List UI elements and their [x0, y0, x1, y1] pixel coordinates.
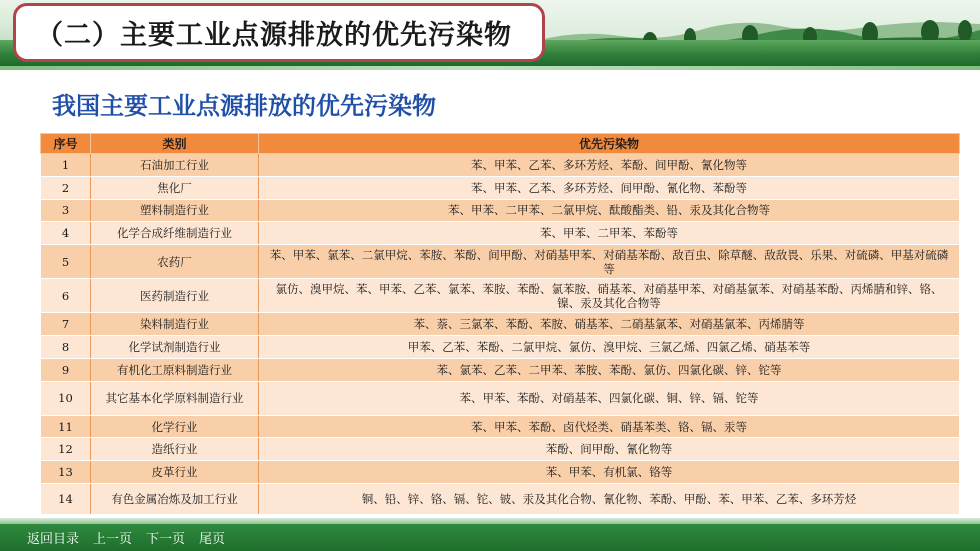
cell-category: 皮革行业: [91, 461, 259, 484]
slide-title: （二）主要工业点源排放的优先污染物: [36, 20, 512, 51]
cell-num: 14: [41, 483, 91, 514]
cell-pollutants: 苯、甲苯、二甲苯、苯酚等: [259, 222, 960, 245]
cell-pollutants: 苯、萘、三氯苯、苯酚、苯胺、硝基苯、二硝基氯苯、对硝基氯苯、丙烯腈等: [259, 313, 960, 336]
nav-next-page[interactable]: 下一页: [146, 532, 186, 547]
table-row: [41, 199, 960, 222]
cell-category: 造纸行业: [91, 438, 259, 461]
cell-category: 有色金属冶炼及加工行业: [91, 483, 259, 514]
cell-pollutants: 苯酚、间甲酚、氰化物等: [259, 438, 960, 461]
cell-num: 12: [41, 438, 91, 461]
cell-num: 6: [41, 279, 91, 313]
cell-num: 8: [41, 336, 91, 359]
cell-pollutants: 苯、甲苯、氯苯、二氯甲烷、苯胺、苯酚、间甲酚、对硝基甲苯、对硝基苯酚、敌百虫、除草醚、敌敌畏、乐果、对硫磷、甲基对硫磷等: [259, 245, 960, 279]
table-row: [41, 461, 960, 484]
cell-pollutants: 苯、甲苯、苯酚、卤代烃类、硝基苯类、铬、镉、汞等: [259, 415, 960, 438]
cell-pollutants: 氯仿、溴甲烷、苯、甲苯、乙苯、氯苯、苯胺、苯酚、氯苯胺、硝基苯、对硝基甲苯、对硝基氯苯、对硝基苯酚、丙烯腈和锌、铬、镍、汞及其化合物等: [259, 279, 960, 313]
footer-nav-bar: [0, 524, 980, 551]
table-row: [41, 381, 960, 415]
table-row: [41, 415, 960, 438]
cell-category: 农药厂: [91, 245, 259, 279]
header-banner: [0, 0, 980, 70]
cell-num: 9: [41, 358, 91, 381]
table-header-row: [41, 134, 960, 154]
table-row: [41, 438, 960, 461]
cell-pollutants: 苯、氯苯、乙苯、二甲苯、苯胺、苯酚、氯仿、四氯化碳、锌、铊等: [259, 358, 960, 381]
cell-num: 13: [41, 461, 91, 484]
table-row: [41, 313, 960, 336]
cell-category: 其它基本化学原料制造行业: [91, 381, 259, 415]
header-pollutants: 优先污染物: [259, 134, 960, 154]
cell-category: 医药制造行业: [91, 279, 259, 313]
cell-pollutants: 苯、甲苯、乙苯、多环芳烃、间甲酚、氰化物、苯酚等: [259, 176, 960, 199]
cell-category: 有机化工原料制造行业: [91, 358, 259, 381]
cell-pollutants: 甲苯、乙苯、苯酚、二氯甲烷、氯仿、溴甲烷、三氯乙烯、四氯乙烯、硝基苯等: [259, 336, 960, 359]
cell-category: 塑料制造行业: [91, 199, 259, 222]
pollutants-table-container: [40, 133, 960, 515]
table-row: [41, 154, 960, 177]
table-row: [41, 483, 960, 514]
cell-pollutants: 苯、甲苯、有机氯、铬等: [259, 461, 960, 484]
cell-category: 化学试剂制造行业: [91, 336, 259, 359]
table-row: [41, 279, 960, 313]
cell-num: 7: [41, 313, 91, 336]
cell-num: 11: [41, 415, 91, 438]
title-box: [13, 3, 545, 62]
cell-category: 化学行业: [91, 415, 259, 438]
cell-pollutants: 苯、甲苯、苯酚、对硝基苯、四氯化碳、铜、锌、镉、铊等: [259, 381, 960, 415]
cell-category: 焦化厂: [91, 176, 259, 199]
nav-previous-page[interactable]: 上一页: [93, 532, 133, 547]
table-row: [41, 245, 960, 279]
pollutants-table: [40, 133, 960, 515]
header-category: 类别: [91, 134, 259, 154]
cell-num: 10: [41, 381, 91, 415]
header-num: 序号: [41, 134, 91, 154]
cell-num: 5: [41, 245, 91, 279]
cell-category: 化学合成纤维制造行业: [91, 222, 259, 245]
cell-pollutants: 苯、甲苯、乙苯、多环芳烃、苯酚、间甲酚、氰化物等: [259, 154, 960, 177]
cell-num: 1: [41, 154, 91, 177]
table-row: [41, 222, 960, 245]
table-row: [41, 358, 960, 381]
cell-num: 4: [41, 222, 91, 245]
nav-last-page[interactable]: 尾页: [199, 532, 226, 547]
cell-num: 2: [41, 176, 91, 199]
cell-pollutants: 铜、铅、锌、铬、镉、铊、铍、汞及其化合物、氰化物、苯酚、甲酚、苯、甲苯、乙苯、多环芳烃: [259, 483, 960, 514]
cell-pollutants: 苯、甲苯、二甲苯、二氯甲烷、酞酸酯类、铅、汞及其化合物等: [259, 199, 960, 222]
cell-num: 3: [41, 199, 91, 222]
table-row: [41, 176, 960, 199]
cell-category: 石油加工行业: [91, 154, 259, 177]
cell-category: 染料制造行业: [91, 313, 259, 336]
section-subtitle: 我国主要工业点源排放的优先污染物: [52, 92, 436, 120]
table-row: [41, 336, 960, 359]
nav-back-to-contents[interactable]: 返回目录: [27, 532, 80, 547]
